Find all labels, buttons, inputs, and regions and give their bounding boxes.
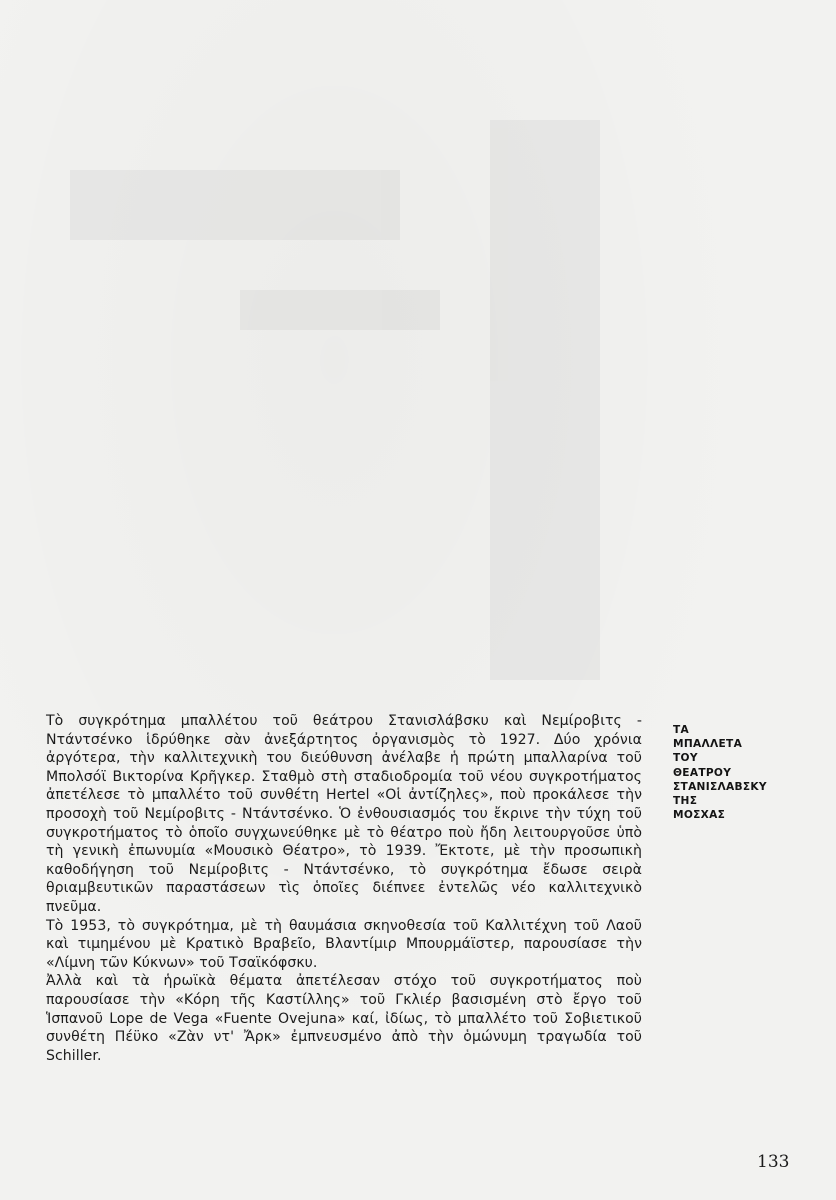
side-title-line: ΜΟΣΧΑΣ [673, 809, 726, 822]
paragraph-3: Ἀλλὰ καὶ τὰ ἡρωϊκὰ θέματα ἀπετέλεσαν στόχο τοῦ συγκροτήματος ποὺ παρουσίασε τὴν «Κόρη τῆς Καστίλλης» τοῦ Γκλιέρ βασισμένη στὸ ἔργο τοῦ Ἱσπανοῦ Lope de Vega «Fuente Ovejuna» καί, ἰδίως, τὸ μπαλλέτο τοῦ Σοβιετικοῦ συνθέτη Πέϋκο «Ζὰν ντ' Ἄρκ» ἐμπνευσμένο ἀπὸ τὴν ὁμώνυμη τραγωδία τοῦ Schiller. [46, 973, 642, 1064]
paragraph-2: Τὸ 1953, τὸ συγκρότημα, μὲ τὴ θαυμάσια σκηνοθεσία τοῦ Καλλιτέχνη τοῦ Λαοῦ καὶ τιμημένου μὲ Κρατικὸ Βραβεῖο, Βλαντίμιρ Μπουρμάϊστερ, παρουσίασε τὴν «Λίμνη τῶν Κύκνων» τοῦ Τσαϊκόφσκυ. [46, 917, 642, 971]
side-title-line: ΣΤΑΝΙΣΛΑΒΣΚΥ [673, 780, 767, 793]
paragraph-1: Τὸ συγκρότημα μπαλλέτου τοῦ θεάτρου Στανισλάβσκυ καὶ Νεμίροβιτς - Ντάντσένκο ἱδρύθηκε σὰν ἀνεξάρτητος ὀργανισμὸς τὸ 1927. Δύο χρόνια ἀργότερα, τὴν καλλιτεχνικὴ του διεύθυνση ἀνέλαβε ἡ πρώτη μπαλλαρίνα τοῦ Μπολσόϊ Βικτορίνα Κρῆγκερ. Σταθμὸ στὴ σταδιοδρομία τοῦ νέου συγκροτήματος ἀπετέλεσε τὸ μπαλλέτο τοῦ συνθέτη Hertel «Οἱ ἀντίζηλες», ποὺ προκάλεσε τὴν προσοχὴ τοῦ Νεμίροβιτς - Ντάντσένκο. Ὁ ἐνθουσιασμός του ἔκρινε τὴν τύχη τοῦ συγκροτήματος τὸ ὁποῖο συγχωνεύθηκε μὲ τὸ θέατρο ποὺ ἤδη λειτουργοῦσε ὑπὸ τὴ γενικὴ ἐπωνυμία «Μουσικὸ Θέατρο», τὸ 1939. Ἔκτοτε, μὲ τὴν προσωπικὴ καθοδήγηση τοῦ Νεμίροβιτς - Ντάντσένκο, τὸ συγκρότημα ἔδωσε σειρὰ θριαμβευτικῶν παραστάσεων τὶς ὁποῖες διέπνεε ἐντελῶς νέο καλλιτεχνικὸ πνεῦμα. [46, 713, 642, 915]
side-title-line: ΤΑ [673, 724, 690, 736]
side-title-line: ΤΟΥ [673, 752, 698, 765]
article-body [46, 712, 642, 1065]
side-title-line: ΘΕΑΤΡΟΥ [673, 766, 732, 779]
side-title [673, 723, 793, 822]
page-number: 133 [757, 1152, 790, 1172]
side-title-line: ΤΗΣ [673, 795, 698, 808]
side-title-line: ΜΠΑΛΛΕΤΑ [673, 738, 743, 751]
reverse-page-show-through [60, 120, 620, 720]
